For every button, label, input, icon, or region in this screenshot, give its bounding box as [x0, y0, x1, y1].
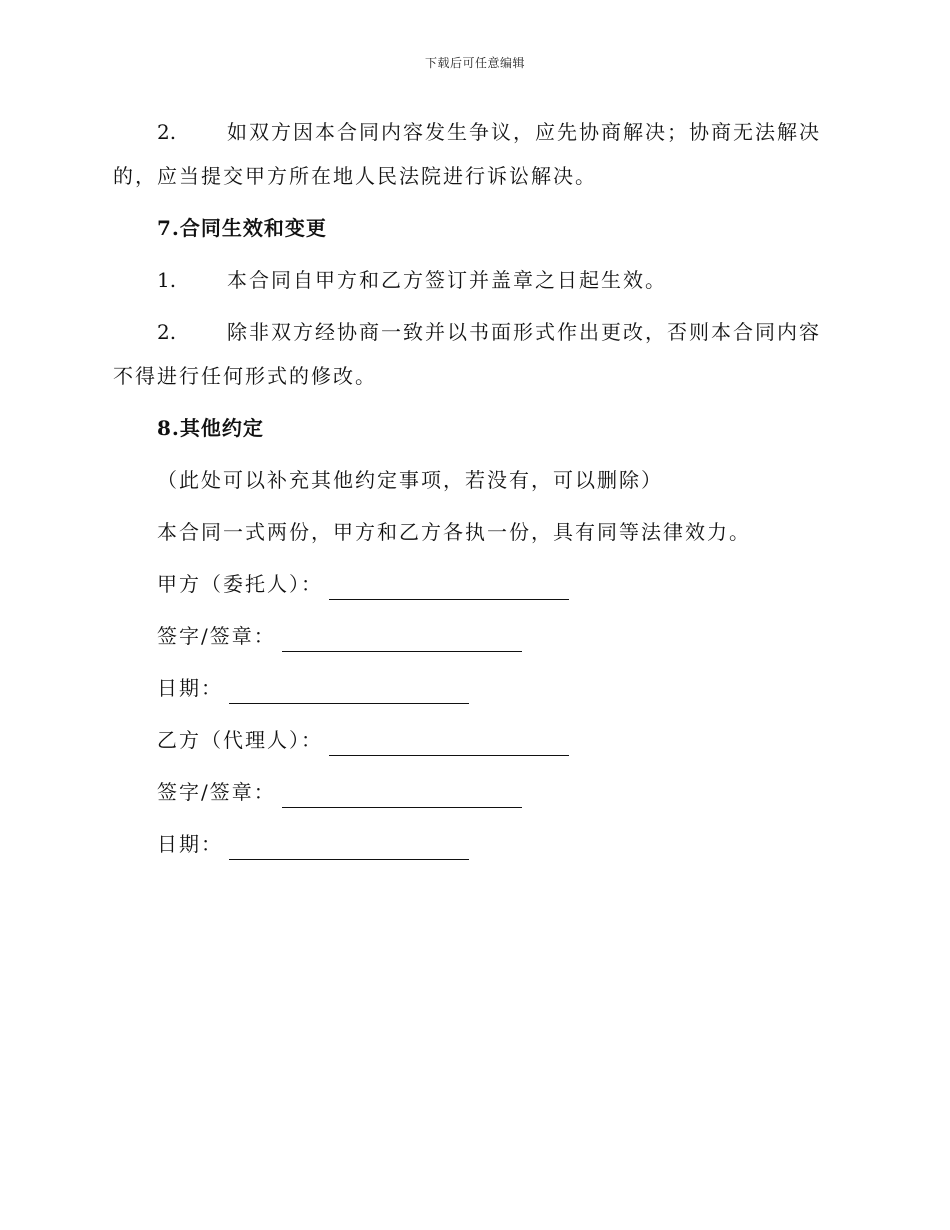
copies-statement: 本合同一式两份，甲方和乙方各执一份，具有同等法律效力。 — [157, 520, 751, 544]
sign-a-line — [157, 614, 833, 658]
clause-number: 1. — [157, 268, 177, 292]
section-7-title: 7.合同生效和变更 — [157, 216, 327, 240]
section-7-clause-1 — [113, 258, 833, 302]
clause-text: 如双方因本合同内容发生争议，应先协商解决；协商无法解决的，应当提交甲方所在地人民法院进行诉讼解决。 — [113, 120, 821, 188]
party-a-label: 甲方（委托人）： — [157, 572, 323, 596]
page-header: 下载后可任意编辑 — [424, 56, 525, 70]
section-7-clause-2 — [113, 310, 833, 398]
party-b-label: 乙方（代理人）： — [157, 728, 323, 752]
sign-b-line — [157, 770, 833, 814]
date-a-blank[interactable] — [229, 673, 469, 704]
party-a-blank[interactable] — [329, 569, 569, 600]
section-8-title: 8.其他约定 — [157, 416, 264, 440]
date-b-label: 日期： — [157, 832, 223, 856]
date-a-label: 日期： — [157, 676, 223, 700]
sign-b-label: 签字/签章： — [157, 780, 276, 804]
dispute-clause — [113, 110, 833, 198]
sign-b-blank[interactable] — [282, 777, 522, 808]
sign-a-blank[interactable] — [282, 621, 522, 652]
date-b-blank[interactable] — [229, 829, 469, 860]
party-b-line — [157, 718, 833, 762]
sign-a-label: 签字/签章： — [157, 624, 276, 648]
section-8-note: （此处可以补充其他约定事项，若没有，可以删除） — [157, 468, 663, 492]
clause-number: 2. — [157, 320, 177, 344]
clause-number: 2. — [157, 120, 177, 144]
date-b-line — [157, 822, 833, 866]
party-a-line — [157, 562, 833, 606]
date-a-line — [157, 666, 833, 710]
clause-text: 本合同自甲方和乙方签订并盖章之日起生效。 — [227, 268, 667, 292]
clause-text: 除非双方经协商一致并以书面形式作出更改，否则本合同内容不得进行任何形式的修改。 — [113, 320, 821, 388]
document-body — [113, 110, 833, 874]
party-b-blank[interactable] — [329, 725, 569, 756]
